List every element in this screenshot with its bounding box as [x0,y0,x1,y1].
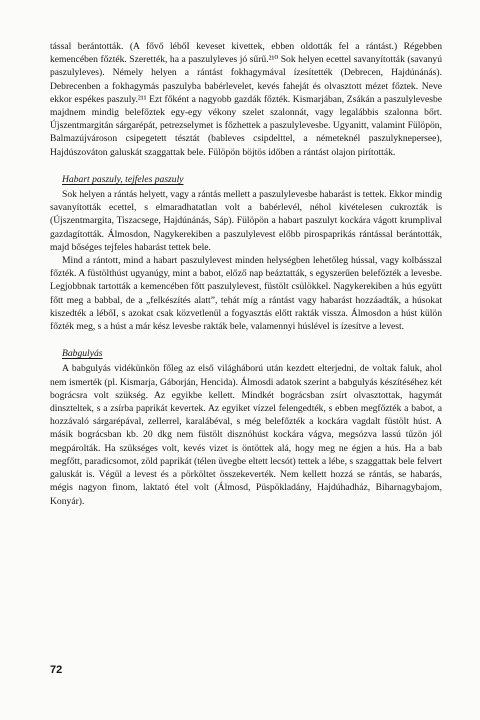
paragraph: tással berántották. (A fővő lébőI keveset kivettek, ebben oldották fel a rántást.) Régebben kemencében főzték. Szerették, ha a paszulyleves jó sűrű.²¹⁰ Sok helyen ecettel savanyították (savanyú paszulyleves). Némely helyen a rántást fokhagymával ízesítették (Debrecen, Hajdúnánás). Debrecenben a fokhagymás paszulyba babérlevelet, kevés faheját és olvasztott mézet főztek. Neve ekkor espékes paszuly.²¹¹ Ezt főként a nagyobb gazdák főzték. Kismarjában, Zsákán a paszulylevesbe majdnem mindig belefőztek egy-egy vékony szelet szalonnát, vagy legalábbis szalonna bőrt. Újszentmargitán sárgarépát, petrezselymet is főzhettek a paszulylevesbe. Ugyanitt, valamint Fülöpön, Balmazújvároson csipegetett tésztát (bableves csipdelttel, a németeknél paszulyknepersee), Hajdúszováton galuskát szaggattak bele. Fülöpön böjtös időben a rántást olajon pirították. [50,41,442,158]
section-heading-babgulyas: Babgulyás [62,348,103,360]
paragraph: Mind a rántott, mind a habart paszulylevest minden helységben lehetőleg hússal, vagy kolbásszal főzték. A füstölthúst ugyanúgy, mint a babot, előző nap beáztatták, s egyszerűen belefőzték a levesbe. Legjobbnak tartották a kemencében főtt paszulylevest, füstölt csülökkel. Nagykerekiben a hús együtt főtt meg a babbal, de a „felkészítés alatt”, tehát míg a rántást vagy habarást hozzáadták, a húsokat kiszedték a lébőI, s azokat csak közvetlenül a fogyasztás előtt rakták vissza. Álmosdon a húst külön főzték meg, s a húst a már kész levesbe rakták bele, valamennyi húslével is ízesítve a levest. [50,255,442,333]
body-text [50,40,442,508]
paragraph: A babgulyás vidékünkön főleg az első világháború után kezdett elterjedni, de voltak faluk, ahol nem ismerték (pl. Kismarja, Gáborján, Hencida). Álmosdi adatok szerint a babgulyás készítéséhez két bográcsra volt szükség. Az egyikbe kellett. Mindkét bográcsban zsírt olvasztottak, hagymát dinszteltek, s a zsírba paprikát kevertek. Az egyiket vízzel felengedték, s ebben megfőzték a babot, a hozzávaló sárgarépával, zellerrel, karalábéval, s még belefőzték a kockára vagdalt füstölt húst. A másik bográcsban kb. 20 dkg nem füstölt disznóhúst kockára vágva, megsózva lassú tűzön jól megpárolták. Ha szükséges volt, kevés vizet is öntöttek alá, hogy meg ne égjen a hús. Ha a bab megfőtt, paradicsomot, zöld paprikát (télen üvegbe eltett lecsót) tettek a lébe, s szaggattak bele felvert galuskát is. Végül a levest és a pörköltet összekeverték. Nem kellett hozzá se rántás, se habarás, mégis nagyon finom, laktató étel volt (Álmosd, Püspökladány, Hajdúhadház, Biharnagybajom, Konyár). [50,363,442,507]
page-number: 72 [50,664,63,676]
section-heading-habart-paszuly: Habart paszuly, tejfeles paszuly [62,173,184,185]
paragraph: Sok helyen a rántás helyett, vagy a rántás mellett a paszulylevesbe habarást is tettek. Ekkor mindig savanyították ecettel, s elmaradhatatlan volt a babérlevél, néhol kivételesen cukrozták is (Újszentmargita, Tiszacsege, Hajdúnánás, Sáp). Fülöpön a habart paszulyt kockára vágott krumplival gazdagították. Álmosdon, Nagykerekiben a paszulylevest előbb pirospaprikás rántással berántották, majd bőséges tejfeles habarást tettek bele. [50,189,442,253]
